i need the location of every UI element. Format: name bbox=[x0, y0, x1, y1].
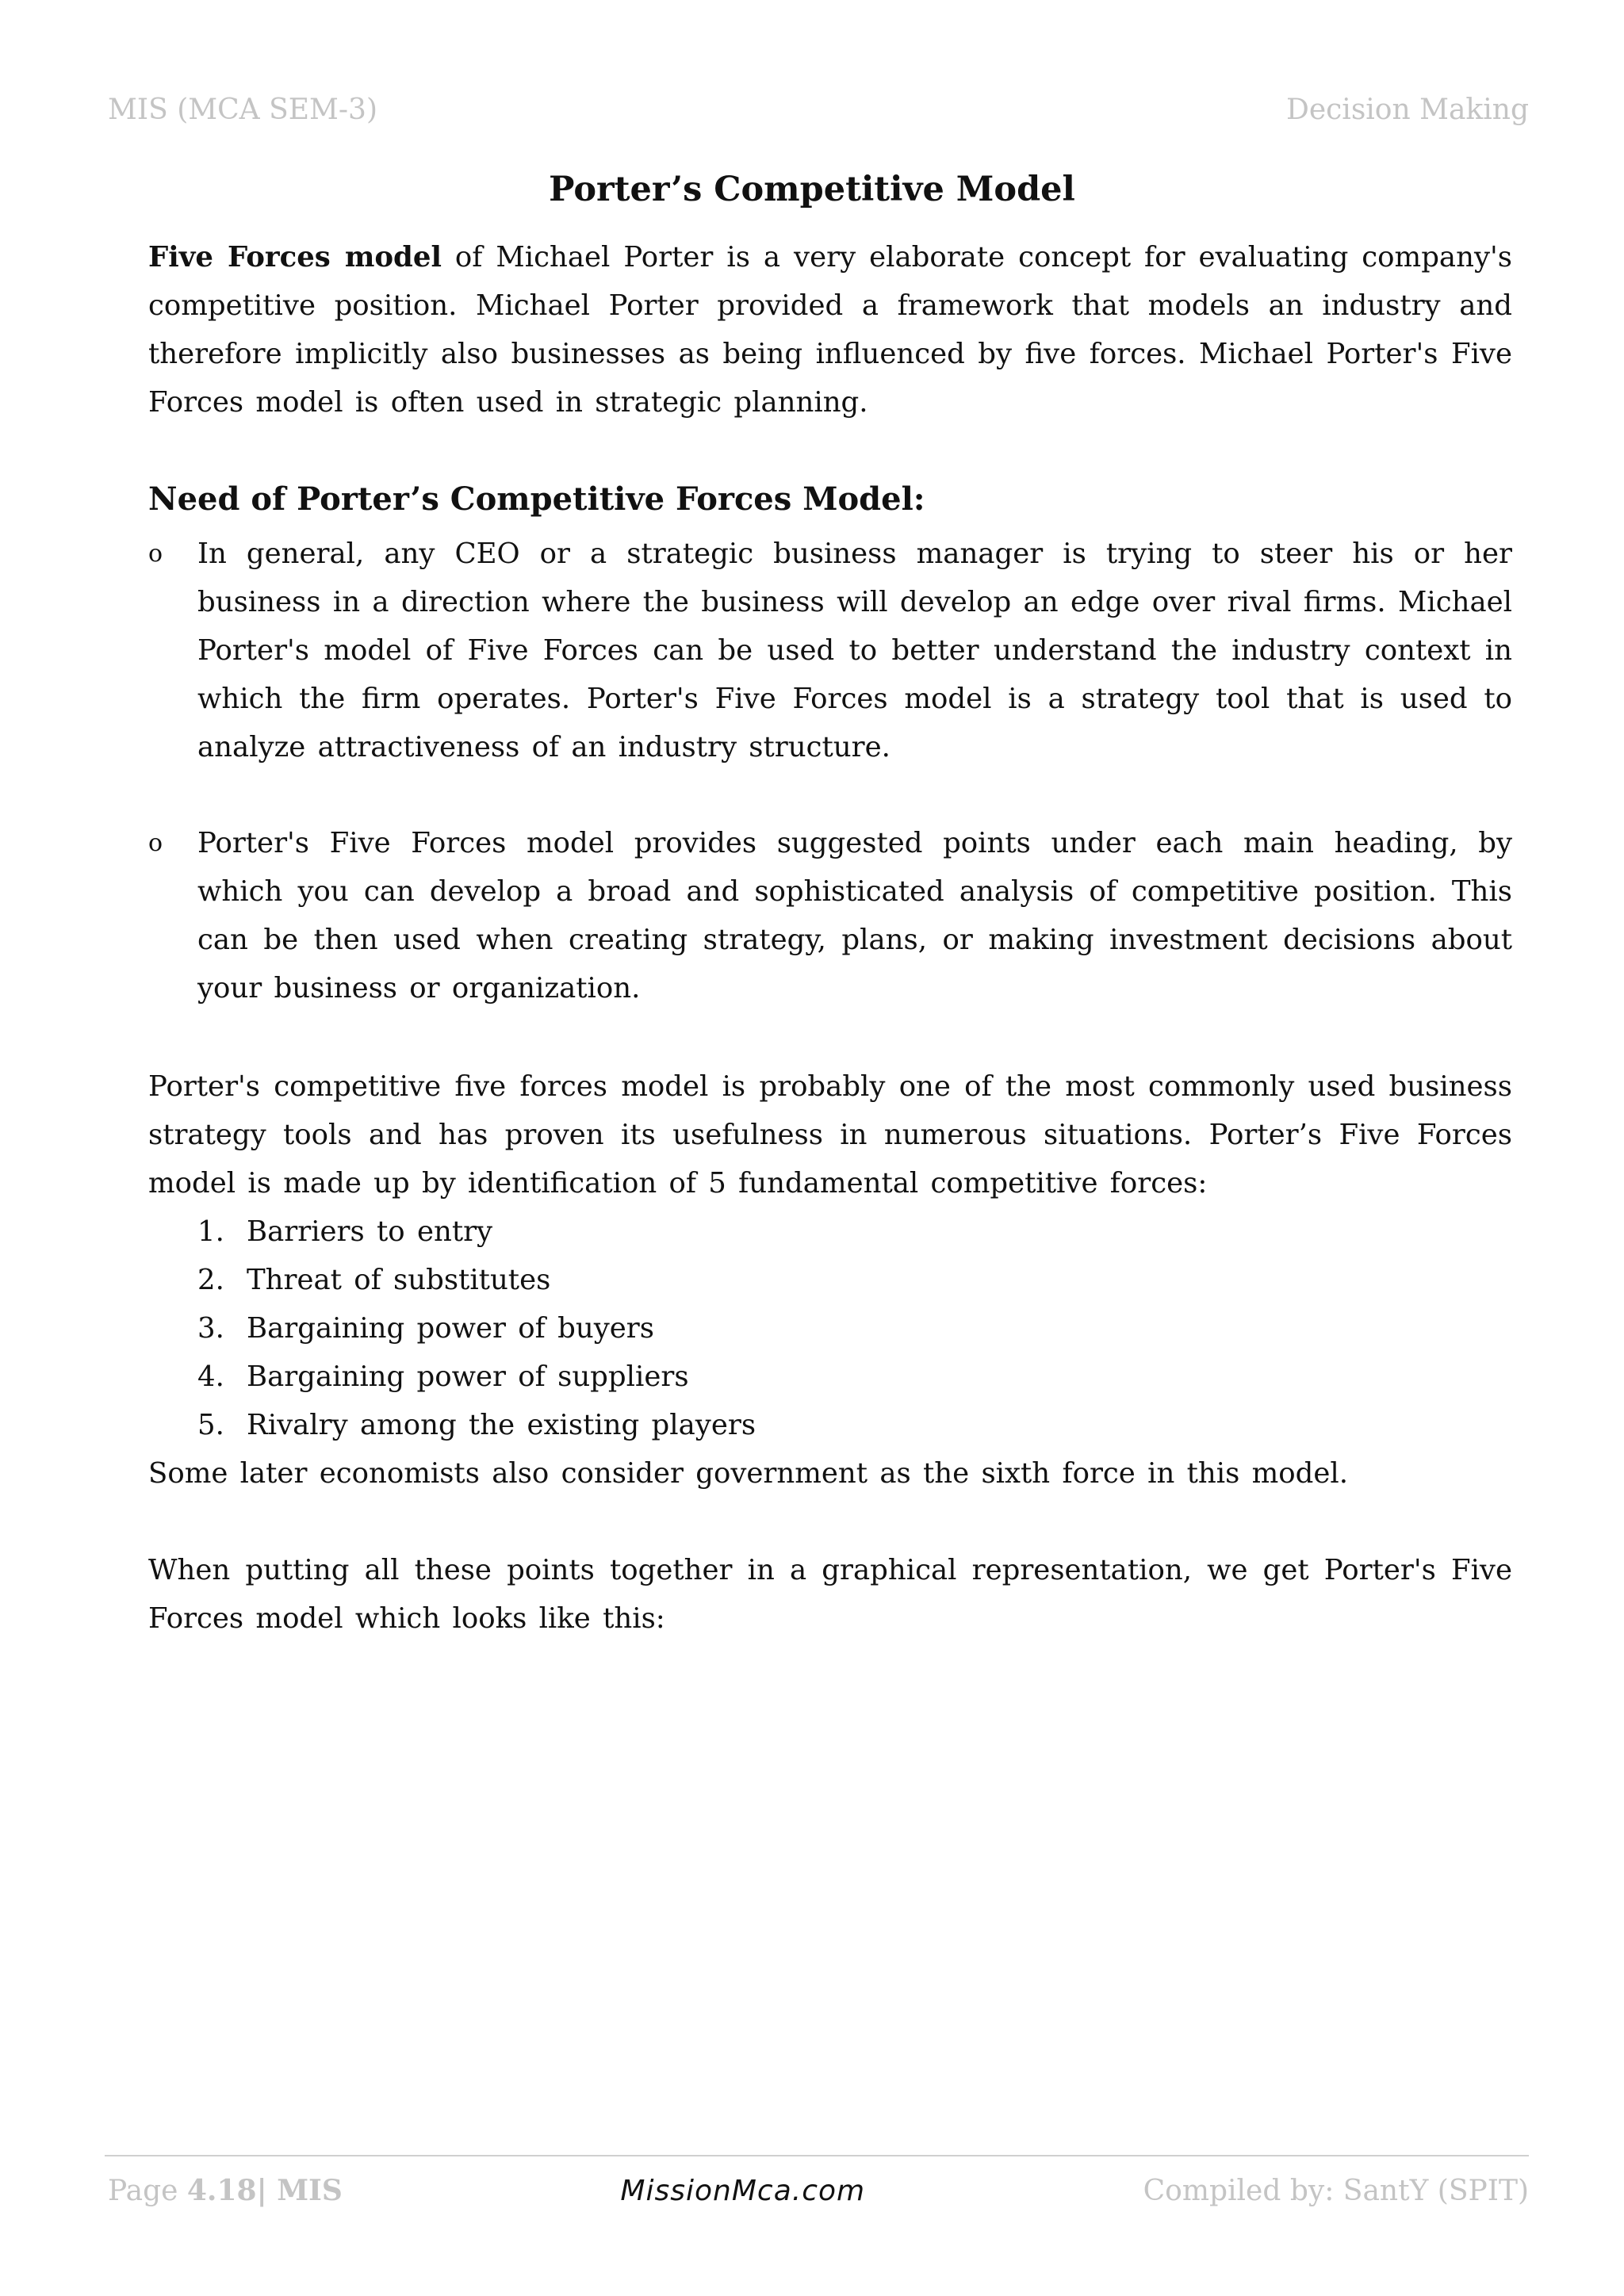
list-number: 5. bbox=[197, 1409, 224, 1441]
intro-paragraph bbox=[148, 233, 1512, 427]
need-bullet-list-2 bbox=[148, 819, 1512, 1012]
footer-logo: MissionMca.com bbox=[620, 2174, 866, 2207]
footer-page-suffix: | MIS bbox=[256, 2174, 343, 2207]
list-item bbox=[148, 530, 1512, 771]
government-note: Some later economists also consider government as the sixth force in this model. bbox=[148, 1457, 1348, 1490]
force-label: Barriers to entry bbox=[247, 1215, 493, 1248]
list-item bbox=[148, 819, 1512, 1012]
bullet-marker: o bbox=[148, 829, 163, 857]
force-label: Rivalry among the existing players bbox=[247, 1409, 756, 1441]
force-label: Threat of substitutes bbox=[247, 1264, 551, 1296]
section-heading-need: Need of Porter’s Competitive Forces Model: bbox=[148, 480, 925, 518]
page-footer bbox=[108, 2174, 1529, 2207]
header-course: MIS (MCA SEM-3) bbox=[108, 94, 377, 126]
footer-divider bbox=[105, 2155, 1529, 2156]
list-item bbox=[148, 1256, 1512, 1304]
bullet-text: Porter's Five Forces model provides suggested points under each main heading, by which you can develop a broad and sophisticated analysis of competitive position. This can be then used when creating strategy, plans, or making investment decisions about your business or organization. bbox=[197, 827, 1512, 1004]
footer-page-number: 4.18 bbox=[186, 2174, 257, 2207]
force-label: Bargaining power of suppliers bbox=[247, 1360, 689, 1393]
intro-bold-lead: Five Forces model bbox=[148, 241, 442, 274]
footer-compiled-by: Compiled by: SantY (SPIT) bbox=[1143, 2174, 1529, 2207]
list-item bbox=[148, 1207, 1512, 1256]
footer-page-label bbox=[108, 2174, 343, 2207]
graph-intro-paragraph: When putting all these points together in a graphical representation, we get Porter's Five Forces model which looks like this: bbox=[148, 1554, 1512, 1635]
list-item bbox=[148, 1353, 1512, 1401]
running-header bbox=[108, 94, 1529, 126]
force-label: Bargaining power of buyers bbox=[247, 1312, 654, 1345]
list-number: 2. bbox=[197, 1264, 224, 1296]
list-number: 1. bbox=[197, 1215, 224, 1248]
list-item bbox=[148, 1401, 1512, 1449]
footer-page-prefix: Page bbox=[108, 2175, 187, 2207]
forces-list bbox=[148, 1207, 1512, 1449]
list-number: 4. bbox=[197, 1360, 224, 1393]
list-item bbox=[148, 1304, 1512, 1353]
list-number: 3. bbox=[197, 1312, 224, 1345]
porter-paragraph: Porter's competitive five forces model is probably one of the most commonly used business strategy tools and has proven its usefulness in numerous situations. Porter’s Five Forces model is made up by identification of 5 fundamental competitive forces: bbox=[148, 1070, 1512, 1200]
intro-text: of Michael Porter is a very elaborate concept for evaluating company's competitive position. Michael Porter provided a framework that models an industry and therefore implicitly also businesses as being influenced by five forces. Michael Porter's Five Forces model is often used in strategic planning. bbox=[148, 241, 1512, 419]
bullet-marker: o bbox=[148, 540, 163, 568]
bullet-text: In general, any CEO or a strategic business manager is trying to steer his or her business in a direction where the business will develop an edge over rival firms. Michael Porter's model of Five Forces can be used to better understand the industry context in which the firm operates. Porter's Five Forces model is a strategy tool that is used to analyze attractiveness of an industry structure. bbox=[197, 538, 1512, 763]
header-chapter: Decision Making bbox=[1285, 94, 1529, 126]
need-bullet-list-1 bbox=[148, 530, 1512, 771]
page-title: Porter’s Competitive Model bbox=[549, 170, 1075, 209]
